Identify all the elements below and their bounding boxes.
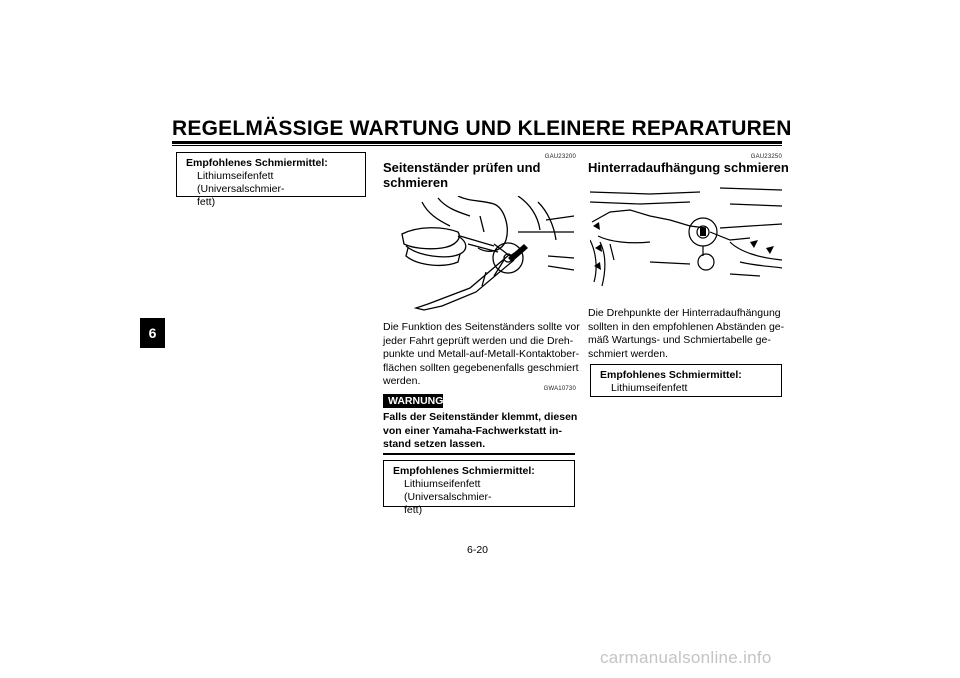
text-line: flächen sollten gegebenenfalls geschmiert <box>383 361 579 374</box>
text-line: schmiert werden. <box>588 347 668 360</box>
text-line: stand setzen lassen. <box>383 438 486 450</box>
section-title-sidestand <box>383 160 583 190</box>
text-line: mäß Wartungs- und Schmiertabelle ge- <box>588 334 771 346</box>
lubricant-box-text: Lithiumseifenfett <box>611 382 688 394</box>
page-number: 6-20 <box>467 544 489 556</box>
text-line: von einer Yamaha-Fachwerkstatt in- <box>383 424 562 437</box>
sidestand-illustration <box>398 196 576 312</box>
text-line: Falls der Seitenständer klemmt, diesen <box>383 411 578 423</box>
page-header-title: REGELMÄSSIGE WARTUNG UND KLEINERE REPARATUREN <box>172 117 792 140</box>
rear-suspension-illustration <box>590 182 782 300</box>
section-code: GAU23250 <box>750 154 782 160</box>
lubricant-box-title: Empfohlenes Schmiermittel: <box>393 465 535 477</box>
watermark: carmanualsonline.info <box>600 648 772 667</box>
text-line: sollten in den empfohlenen Abständen ge- <box>588 320 785 333</box>
text-line: jeder Fahrt geprüft werden und die Dreh- <box>383 334 574 347</box>
text-line: werden. <box>383 375 421 387</box>
lubricant-box-text: Lithiumseifenfett (Universalschmier- <box>197 170 285 195</box>
warning-code: GWA10730 <box>543 386 576 392</box>
lubricant-box-text: fett) <box>197 196 216 208</box>
lubricant-box-text: fett) <box>404 504 423 516</box>
section-title-line: Seitenständer prüfen und <box>383 160 541 175</box>
lubricant-box-middle <box>383 460 575 516</box>
section-code: GAU23200 <box>544 154 576 160</box>
sidestand-body-text <box>383 321 583 389</box>
section-title-line: schmieren <box>383 175 449 190</box>
warning-rule <box>383 453 575 455</box>
text-line: punkte und Metall-auf-Metall-Kontaktober- <box>383 348 580 360</box>
lubricant-box-title: Empfohlenes Schmiermittel: <box>186 157 328 169</box>
text-line: Die Drehpunkte der Hinterradaufhängung <box>588 307 781 319</box>
lubricant-box-left <box>176 152 366 208</box>
warning-text <box>383 411 583 452</box>
header-rule <box>172 141 782 144</box>
chapter-tab: 6 <box>140 318 165 348</box>
warning-badge <box>383 394 443 408</box>
lubricant-box-right <box>590 364 782 397</box>
lubricant-box-title: Empfohlenes Schmiermittel: <box>600 369 742 381</box>
header-rule-thin <box>172 145 782 146</box>
section-title-rear-suspension: Hinterradaufhängung schmieren <box>588 160 789 175</box>
text-line: Die Funktion des Seitenständers sollte vor <box>383 321 580 333</box>
lubricant-box-text: Lithiumseifenfett (Universalschmier- <box>404 478 492 503</box>
rear-suspension-body-text <box>588 307 788 361</box>
warning-badge-label: WARNUNG <box>388 395 444 407</box>
